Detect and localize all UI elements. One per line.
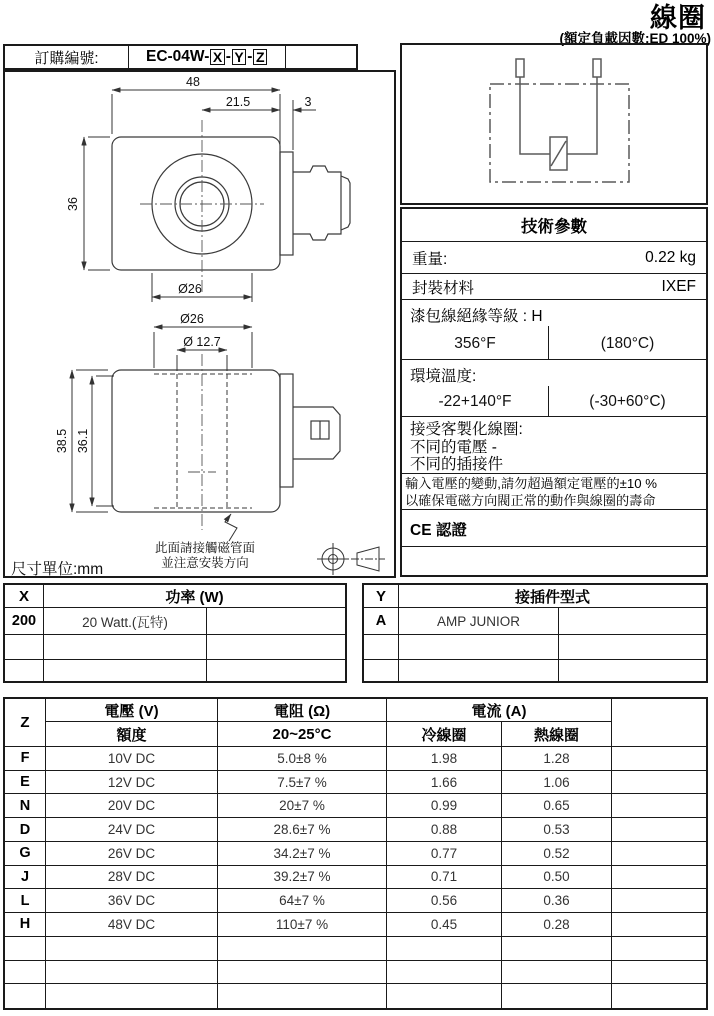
- tech-params-title: 技術參數: [402, 209, 706, 242]
- insulation-row: [402, 300, 706, 360]
- z-cell: [218, 937, 387, 961]
- z-cell: [387, 961, 502, 985]
- order-code-sep: -: [225, 48, 231, 65]
- material-value: IXEF: [661, 277, 696, 295]
- dim-label-height-outer: 38.5: [55, 428, 69, 454]
- y-cell: [559, 608, 706, 635]
- x-cell: [207, 608, 345, 635]
- voltage-note-line2: 以確保電磁方向閥正常的動作與線圈的壽命: [405, 492, 656, 508]
- z-cell: 0.28: [502, 913, 612, 937]
- customization-line1: 接受客製化線圈:: [410, 421, 523, 438]
- z-cell: [612, 771, 706, 795]
- coil-body-side: [112, 370, 280, 512]
- y-cell: [399, 660, 559, 681]
- z-cell: 5.0±8 %: [218, 747, 387, 771]
- connector-plug-front: [293, 166, 341, 240]
- order-code-x: X: [210, 49, 224, 65]
- order-number-code: [128, 46, 286, 68]
- z-cell: [612, 747, 706, 771]
- z-cell: 0.56: [387, 889, 502, 913]
- cold-coil-subheader: 冷線圈: [387, 722, 502, 747]
- z-cell: [502, 961, 612, 985]
- y-key-header: Y: [364, 585, 399, 608]
- enclosure-boundary: [490, 84, 629, 182]
- terminal-pin-right: [593, 59, 601, 77]
- projection-symbols: [317, 543, 385, 575]
- y-cell: [559, 660, 706, 681]
- ce-certification-row: CE 認證: [402, 510, 706, 547]
- z-cell: 0.71: [387, 866, 502, 890]
- y-cell: [364, 635, 399, 660]
- x-cell: [5, 635, 44, 660]
- z-cell: [612, 937, 706, 961]
- z-cell: 26V DC: [46, 842, 218, 866]
- z-cell: 110±7 %: [218, 913, 387, 937]
- z-cell: 0.53: [502, 818, 612, 842]
- z-cell: [612, 794, 706, 818]
- z-cell: 12V DC: [46, 771, 218, 795]
- y-cell: [559, 635, 706, 660]
- z-cell: [46, 937, 218, 961]
- z-cell: [218, 961, 387, 985]
- resistance-header: 電阻 (Ω): [218, 699, 387, 722]
- z-cell: G: [5, 842, 46, 866]
- order-number-empty-cell: [286, 46, 356, 68]
- z-cell: [612, 913, 706, 937]
- x-cell: [5, 660, 44, 681]
- dim-label-height: 36: [66, 197, 80, 211]
- y-cell: [399, 635, 559, 660]
- coil-dimension-drawing: [5, 72, 394, 576]
- mounting-note-leader-arrow: [225, 514, 237, 541]
- z-cell: [218, 984, 387, 1008]
- z-cell: 0.65: [502, 794, 612, 818]
- z-cell: [502, 984, 612, 1008]
- dim-label-offset: 21.5: [225, 95, 251, 109]
- dim-label-hole: Ø 12.7: [183, 335, 221, 349]
- z-cell: [46, 961, 218, 985]
- z-cell: [5, 984, 46, 1008]
- z-cell: [612, 818, 706, 842]
- y-cell: A: [364, 608, 399, 635]
- y-cell: [364, 660, 399, 681]
- z-cell: 1.98: [387, 747, 502, 771]
- z-cell: [612, 889, 706, 913]
- voltage-header: 電壓 (V): [46, 699, 218, 722]
- order-code-prefix: EC-04W-: [145, 48, 210, 65]
- hot-coil-subheader: 熱線圈: [502, 722, 612, 747]
- z-cell: D: [5, 818, 46, 842]
- voltage-variation-note: [402, 474, 706, 510]
- insulation-fahrenheit: 356°F: [402, 326, 549, 360]
- z-cell: 7.5±7 %: [218, 771, 387, 795]
- coil-body-front: [112, 137, 280, 270]
- z-cell: F: [5, 747, 46, 771]
- customization-line3: 不同的插接件: [410, 456, 504, 473]
- connector-plate-side: [280, 374, 293, 487]
- z-cell: [612, 866, 706, 890]
- dim-label-height-inner: 36.1: [76, 428, 90, 454]
- z-cell: 0.88: [387, 818, 502, 842]
- wire-right: [567, 77, 597, 154]
- order-code-z: Z: [253, 49, 267, 65]
- z-cell: L: [5, 889, 46, 913]
- weight-value: 0.22 kg: [645, 248, 696, 266]
- z-cell: 64±7 %: [218, 889, 387, 913]
- order-code-y: Y: [232, 49, 246, 65]
- z-cell: H: [5, 913, 46, 937]
- material-label: 封裝材料: [412, 279, 475, 297]
- z-key-header: Z: [5, 699, 46, 747]
- z-cell: [5, 937, 46, 961]
- order-number-label: 訂購編號:: [34, 49, 99, 67]
- dim-label-diameter-front: Ø26: [178, 282, 202, 296]
- temperature-subheader: 20~25°C: [218, 722, 387, 747]
- dim-label-width: 48: [186, 75, 200, 89]
- z-header-empty-cell: [612, 699, 706, 747]
- dim-label-diameter-side: Ø26: [180, 312, 204, 326]
- customization-row: [402, 417, 706, 474]
- voltage-code-table: [3, 697, 708, 1010]
- x-cell: [207, 660, 345, 681]
- power-header: 功率 (W): [44, 585, 345, 608]
- z-cell: 0.77: [387, 842, 502, 866]
- order-code-sep: -: [247, 48, 253, 65]
- z-cell: 34.2±7 %: [218, 842, 387, 866]
- z-cell: [5, 961, 46, 985]
- current-header: 電流 (A): [387, 699, 612, 722]
- connector-plate-front: [280, 152, 293, 255]
- z-cell: [502, 937, 612, 961]
- x-cell: [44, 635, 207, 660]
- x-cell: [207, 635, 345, 660]
- z-cell: 48V DC: [46, 913, 218, 937]
- params-empty-row: [402, 547, 706, 575]
- z-cell: 36V DC: [46, 889, 218, 913]
- insulation-label: 漆包線絕緣等級 : H: [410, 308, 543, 325]
- z-cell: [387, 937, 502, 961]
- z-cell: [46, 984, 218, 1008]
- z-cell: 0.45: [387, 913, 502, 937]
- connector-plug-side: [293, 407, 340, 459]
- z-cell: 1.28: [502, 747, 612, 771]
- rated-subheader: 額度: [46, 722, 218, 747]
- power-code-table: [3, 583, 347, 683]
- z-cell: E: [5, 771, 46, 795]
- z-cell: 0.99: [387, 794, 502, 818]
- weight-label: 重量:: [412, 250, 448, 268]
- dimension-labels: [11, 75, 312, 576]
- tech-params-panel: [400, 207, 708, 577]
- dim-label-plate: 3: [304, 95, 312, 109]
- z-cell: 10V DC: [46, 747, 218, 771]
- ambient-fahrenheit: -22+140°F: [402, 386, 549, 417]
- z-cell: [612, 842, 706, 866]
- connector-cap-front: [341, 176, 350, 230]
- z-cell: 0.50: [502, 866, 612, 890]
- z-cell: 0.52: [502, 842, 612, 866]
- page-title: 線圈: [650, 3, 706, 33]
- z-cell: 39.2±7 %: [218, 866, 387, 890]
- unit-label: 尺寸單位:mm: [11, 561, 104, 576]
- z-cell: [612, 984, 706, 1008]
- z-cell: 24V DC: [46, 818, 218, 842]
- z-cell: 1.66: [387, 771, 502, 795]
- y-cell: AMP JUNIOR: [399, 608, 559, 635]
- z-cell: 0.36: [502, 889, 612, 913]
- z-cell: N: [5, 794, 46, 818]
- coil-front-view: [112, 137, 350, 270]
- x-cell: 20 Watt.(瓦特): [44, 608, 207, 635]
- coil-circuit-schematic: [402, 45, 706, 203]
- dimension-drawing-box: [3, 70, 396, 578]
- insulation-celsius: (180°C): [600, 334, 655, 352]
- customization-line2: 不同的電壓 -: [410, 438, 497, 456]
- wire-left: [520, 77, 550, 154]
- z-cell: [612, 961, 706, 985]
- z-cell: [387, 984, 502, 1008]
- ambient-row: [402, 360, 706, 417]
- connector-code-table: [362, 583, 708, 683]
- z-cell: J: [5, 866, 46, 890]
- schematic-box: [400, 43, 708, 205]
- x-cell: 200: [5, 608, 44, 635]
- z-cell: 1.06: [502, 771, 612, 795]
- mounting-note-line1: 此面請接觸磁管面: [154, 541, 256, 555]
- order-number-box: [3, 44, 358, 70]
- coil-side-view: [112, 370, 340, 512]
- ambient-label: 環境溫度:: [410, 368, 477, 385]
- hidden-lines: [154, 374, 252, 508]
- mounting-note-line2: 並注意安裝方向: [161, 556, 249, 570]
- x-cell: [44, 660, 207, 681]
- page-subtitle: (額定負載因數:ED 100%): [559, 31, 711, 46]
- voltage-note-line1: 輸入電壓的變動,請勿超過額定電壓的±10 %: [405, 476, 657, 491]
- weight-row: [402, 242, 706, 274]
- z-cell: 28V DC: [46, 866, 218, 890]
- connector-header: 接插件型式: [399, 585, 706, 608]
- z-cell: 28.6±7 %: [218, 818, 387, 842]
- z-cell: 20V DC: [46, 794, 218, 818]
- z-cell: 20±7 %: [218, 794, 387, 818]
- x-key-header: X: [5, 585, 44, 608]
- terminal-pin-left: [516, 59, 524, 77]
- material-row: [402, 274, 706, 300]
- ambient-celsius: (-30+60°C): [589, 392, 666, 410]
